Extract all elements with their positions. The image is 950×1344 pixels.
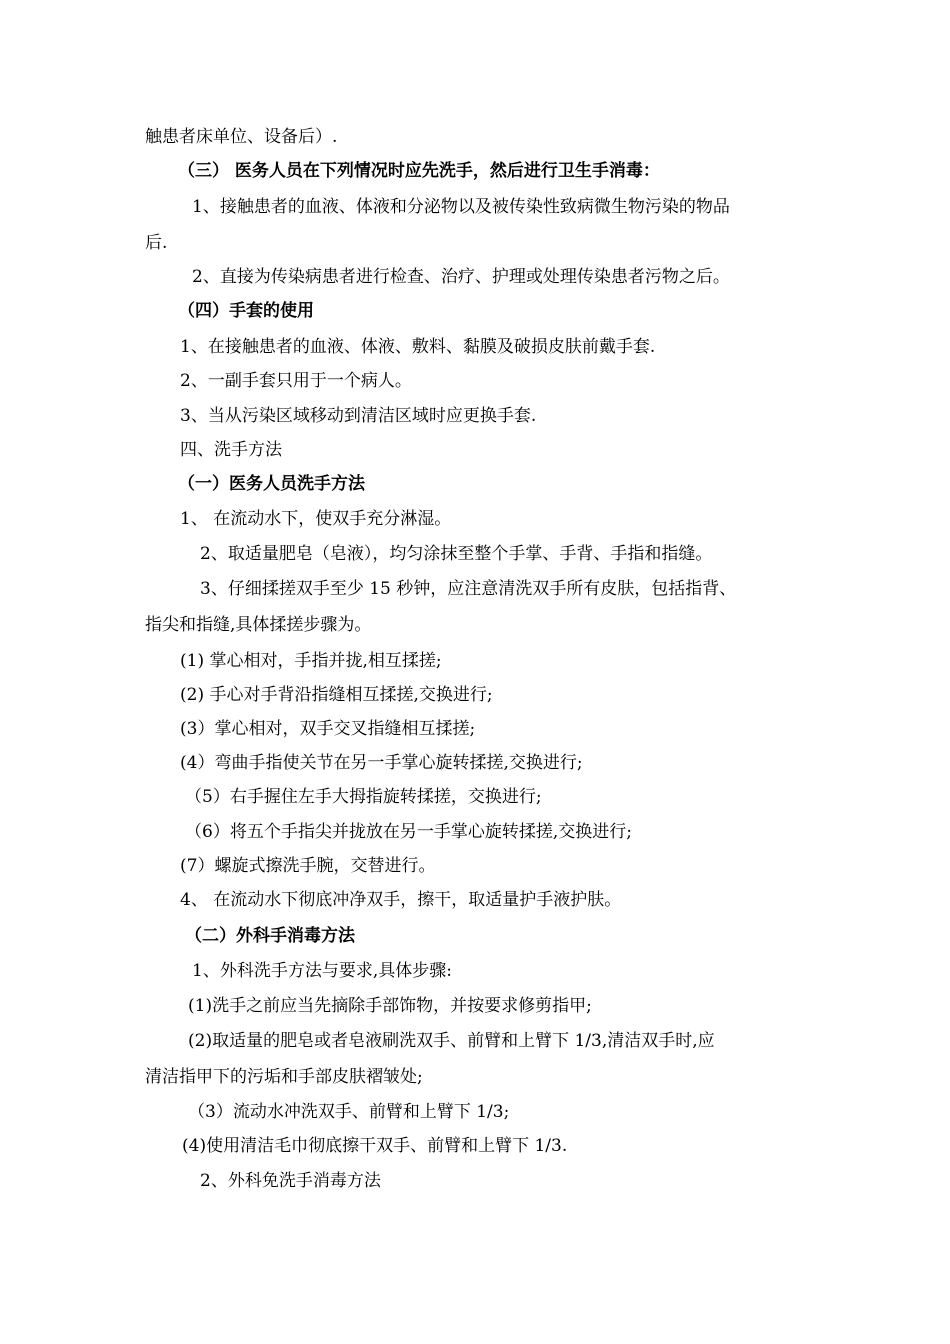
section-heading: （四）手套的使用 bbox=[178, 301, 314, 321]
list-item: (1) 掌心相对，手指并拢,相互揉搓; bbox=[180, 651, 442, 671]
section-heading: （一）医务人员洗手方法 bbox=[178, 474, 365, 494]
text-line: 3、当从污染区域移动到清洁区域时应更换手套. bbox=[180, 406, 537, 426]
list-item: (2)取适量的肥皂或者皂液刷洗双手、前臂和上臂下 1/3,清洁双手时,应 bbox=[188, 1031, 715, 1051]
text-line: 清洁指甲下的污垢和手部皮肤褶皱处; bbox=[145, 1067, 423, 1087]
section-heading: （二）外科手消毒方法 bbox=[185, 926, 355, 946]
text-line: 1、在接触患者的血液、体液、敷料、黏膜及破损皮肤前戴手套. bbox=[180, 337, 656, 357]
list-item: (7）螺旋式擦洗手腕，交替进行。 bbox=[180, 856, 436, 876]
list-item: (4）弯曲手指使关节在另一手掌心旋转揉搓,交换进行; bbox=[180, 753, 583, 773]
list-item: (4)使用清洁毛巾彻底擦干双手、前臂和上臂下 1/3. bbox=[182, 1136, 568, 1156]
text-line: 1、接触患者的血液、体液和分泌物以及被传染性致病微生物污染的物品 bbox=[192, 197, 730, 217]
text-line: 1、外科洗手方法与要求,具体步骤: bbox=[192, 961, 452, 981]
list-item: (1)洗手之前应当先摘除手部饰物，并按要求修剪指甲; bbox=[188, 996, 592, 1016]
section-heading: （三） 医务人员在下列情况时应先洗手，然后进行卫生手消毒： bbox=[178, 161, 660, 181]
text-line: 触患者床单位、设备后）. bbox=[145, 127, 338, 147]
text-line: 4、 在流动水下彻底冲净双手，擦干，取适量护手液护肤。 bbox=[180, 890, 622, 910]
text-line: 2、直接为传染病患者进行检查、治疗、护理或处理传染患者污物之后。 bbox=[192, 267, 730, 287]
text-line: 1、 在流动水下，使双手充分淋湿。 bbox=[180, 509, 452, 529]
list-item: (3）掌心相对，双手交叉指缝相互揉搓; bbox=[180, 719, 476, 739]
list-item: (2) 手心对手背沿指缝相互揉搓,交换进行; bbox=[180, 685, 493, 705]
text-line: 2、取适量肥皂（皂液），均匀涂抹至整个手掌、手背、手指和指缝。 bbox=[200, 544, 713, 564]
text-line: 四、洗手方法 bbox=[180, 440, 282, 460]
text-line: 后. bbox=[145, 233, 168, 253]
text-line: 指尖和指缝,具体揉搓步骤为。 bbox=[145, 615, 372, 635]
list-item: （5）右手握住左手大拇指旋转揉搓，交换进行; bbox=[185, 787, 542, 807]
list-item: （3）流动水冲洗双手、前臂和上臂下 1/3; bbox=[188, 1102, 510, 1122]
text-line: 2、外科免洗手消毒方法 bbox=[200, 1171, 381, 1191]
text-line: 2、一副手套只用于一个病人。 bbox=[180, 371, 412, 391]
text-line: 3、仔细揉搓双手至少 15 秒钟，应注意清洗双手所有皮肤，包括指背、 bbox=[200, 579, 737, 599]
list-item: （6）将五个手指尖并拢放在另一手掌心旋转揉搓,交换进行; bbox=[185, 822, 632, 842]
